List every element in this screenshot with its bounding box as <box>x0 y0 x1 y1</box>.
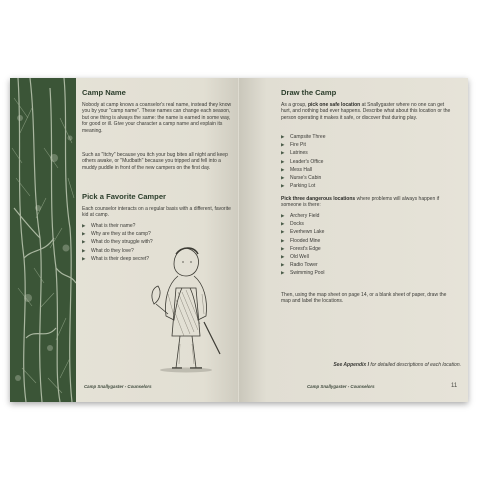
favorite-camper-heading: Pick a Favorite Camper <box>82 192 166 201</box>
list-item: ▶ Docks <box>281 221 304 228</box>
triangle-bullet-icon: ▶ <box>82 231 86 237</box>
triangle-bullet-icon: ▶ <box>281 237 285 243</box>
list-item: ▶ What is their deep secret? <box>82 255 150 262</box>
page-number: 11 <box>451 383 458 389</box>
list-item: ▶ Fire Pit <box>281 142 306 149</box>
list-item: ▶ Archery Field <box>281 213 320 219</box>
list-item: ▶ Parking Lot <box>281 183 316 190</box>
triangle-bullet-icon: ▶ <box>281 150 285 156</box>
triangle-bullet-icon: ▶ <box>281 229 285 235</box>
draw-map-instructions: Then, using the map sheet on page 14, or a blank sheet of paper, draw the map and label the locations. <box>281 292 447 305</box>
camp-name-paragraph-2: Such as "Itchy" because you itch your bug bites all night and keep others awake, or "Mudbath" because you tripped and fell into a muddy puddle in front of the new campers on the first day. <box>82 152 228 171</box>
right-footer: Camp Snallygaster - Counselors <box>307 384 375 389</box>
triangle-bullet-icon: ▶ <box>281 262 285 268</box>
right-page <box>239 78 468 402</box>
camp-name-heading: Camp Name <box>82 88 126 97</box>
list-item: ▶ Nurse's Cabin <box>281 174 322 181</box>
camper-sketch-art <box>146 244 226 374</box>
list-item: ▶ Mess Hall <box>281 166 312 173</box>
triangle-bullet-icon: ▶ <box>281 213 285 218</box>
left-page <box>10 78 238 402</box>
list-item: ▶ Latrines <box>281 150 308 157</box>
triangle-bullet-icon: ▶ <box>281 158 285 164</box>
triangle-bullet-icon: ▶ <box>281 174 285 180</box>
appendix-note: See Appendix I for detailed descriptions of each location. <box>333 362 461 368</box>
camp-name-paragraph-1: Nobody at camp knows a coanselor's real name, instead they know you by your "camp name". These names can change each season, but one thing is always the same: the name is earned in some way, for good or ill. Give your character a camp name and explain its meaning. <box>82 102 232 134</box>
triangle-bullet-icon: ▶ <box>82 247 86 253</box>
triangle-bullet-icon: ▶ <box>281 253 285 259</box>
forest-trees-art <box>10 78 76 402</box>
triangle-bullet-icon: ▶ <box>281 134 285 139</box>
triangle-bullet-icon: ▶ <box>82 255 86 261</box>
forest-border-illustration <box>10 78 76 402</box>
list-item: ▶ Leader's Office <box>281 158 324 165</box>
list-item: ▶ Campsite Three <box>281 134 326 140</box>
camper-questions-list <box>82 222 153 263</box>
draw-camp-heading: Draw the Camp <box>281 88 337 97</box>
list-item: ▶ Why are they at the camp? <box>82 231 151 238</box>
list-item: ▶ What do they struggle with? <box>82 239 153 246</box>
open-booklet <box>10 78 468 402</box>
list-item: ▶ Flooded Mine <box>281 237 321 244</box>
draw-camp-intro: As a group, pick one safe location at Snallygaster where no one can get hurt, and nothing bad ever happens. Describe what about this location or the person operating it makes it safe, or discover that during play. <box>281 102 451 121</box>
safe-locations-list <box>281 133 325 190</box>
left-footer: Camp Snallygaster - Counselors <box>84 384 152 389</box>
triangle-bullet-icon: ▶ <box>281 270 285 276</box>
danger-intro: Pick three dangerous locations where problems will always happen if someone is there: <box>281 196 440 209</box>
triangle-bullet-icon: ▶ <box>281 245 285 251</box>
list-item: ▶ What do they love? <box>82 247 134 254</box>
danger-locations-list <box>281 212 324 278</box>
triangle-bullet-icon: ▶ <box>281 221 285 227</box>
camper-sketch-illustration <box>146 244 226 379</box>
triangle-bullet-icon: ▶ <box>82 239 86 245</box>
list-item: ▶ Old Well <box>281 253 309 260</box>
triangle-bullet-icon: ▶ <box>82 223 86 228</box>
list-item: ▶ What is their name? <box>82 223 136 229</box>
list-item: ▶ Swimming Pool <box>281 270 325 277</box>
triangle-bullet-icon: ▶ <box>281 142 285 148</box>
list-item: ▶ Radio Tower <box>281 262 318 269</box>
favorite-camper-intro: Each counselor interacts on a regular basis with a different, favorite kid at camp. <box>82 206 231 219</box>
list-item: ▶ Everhewn Lake <box>281 229 325 236</box>
triangle-bullet-icon: ▶ <box>281 166 285 172</box>
list-item: ▶ Forest's Edge <box>281 245 321 252</box>
triangle-bullet-icon: ▶ <box>281 183 285 189</box>
